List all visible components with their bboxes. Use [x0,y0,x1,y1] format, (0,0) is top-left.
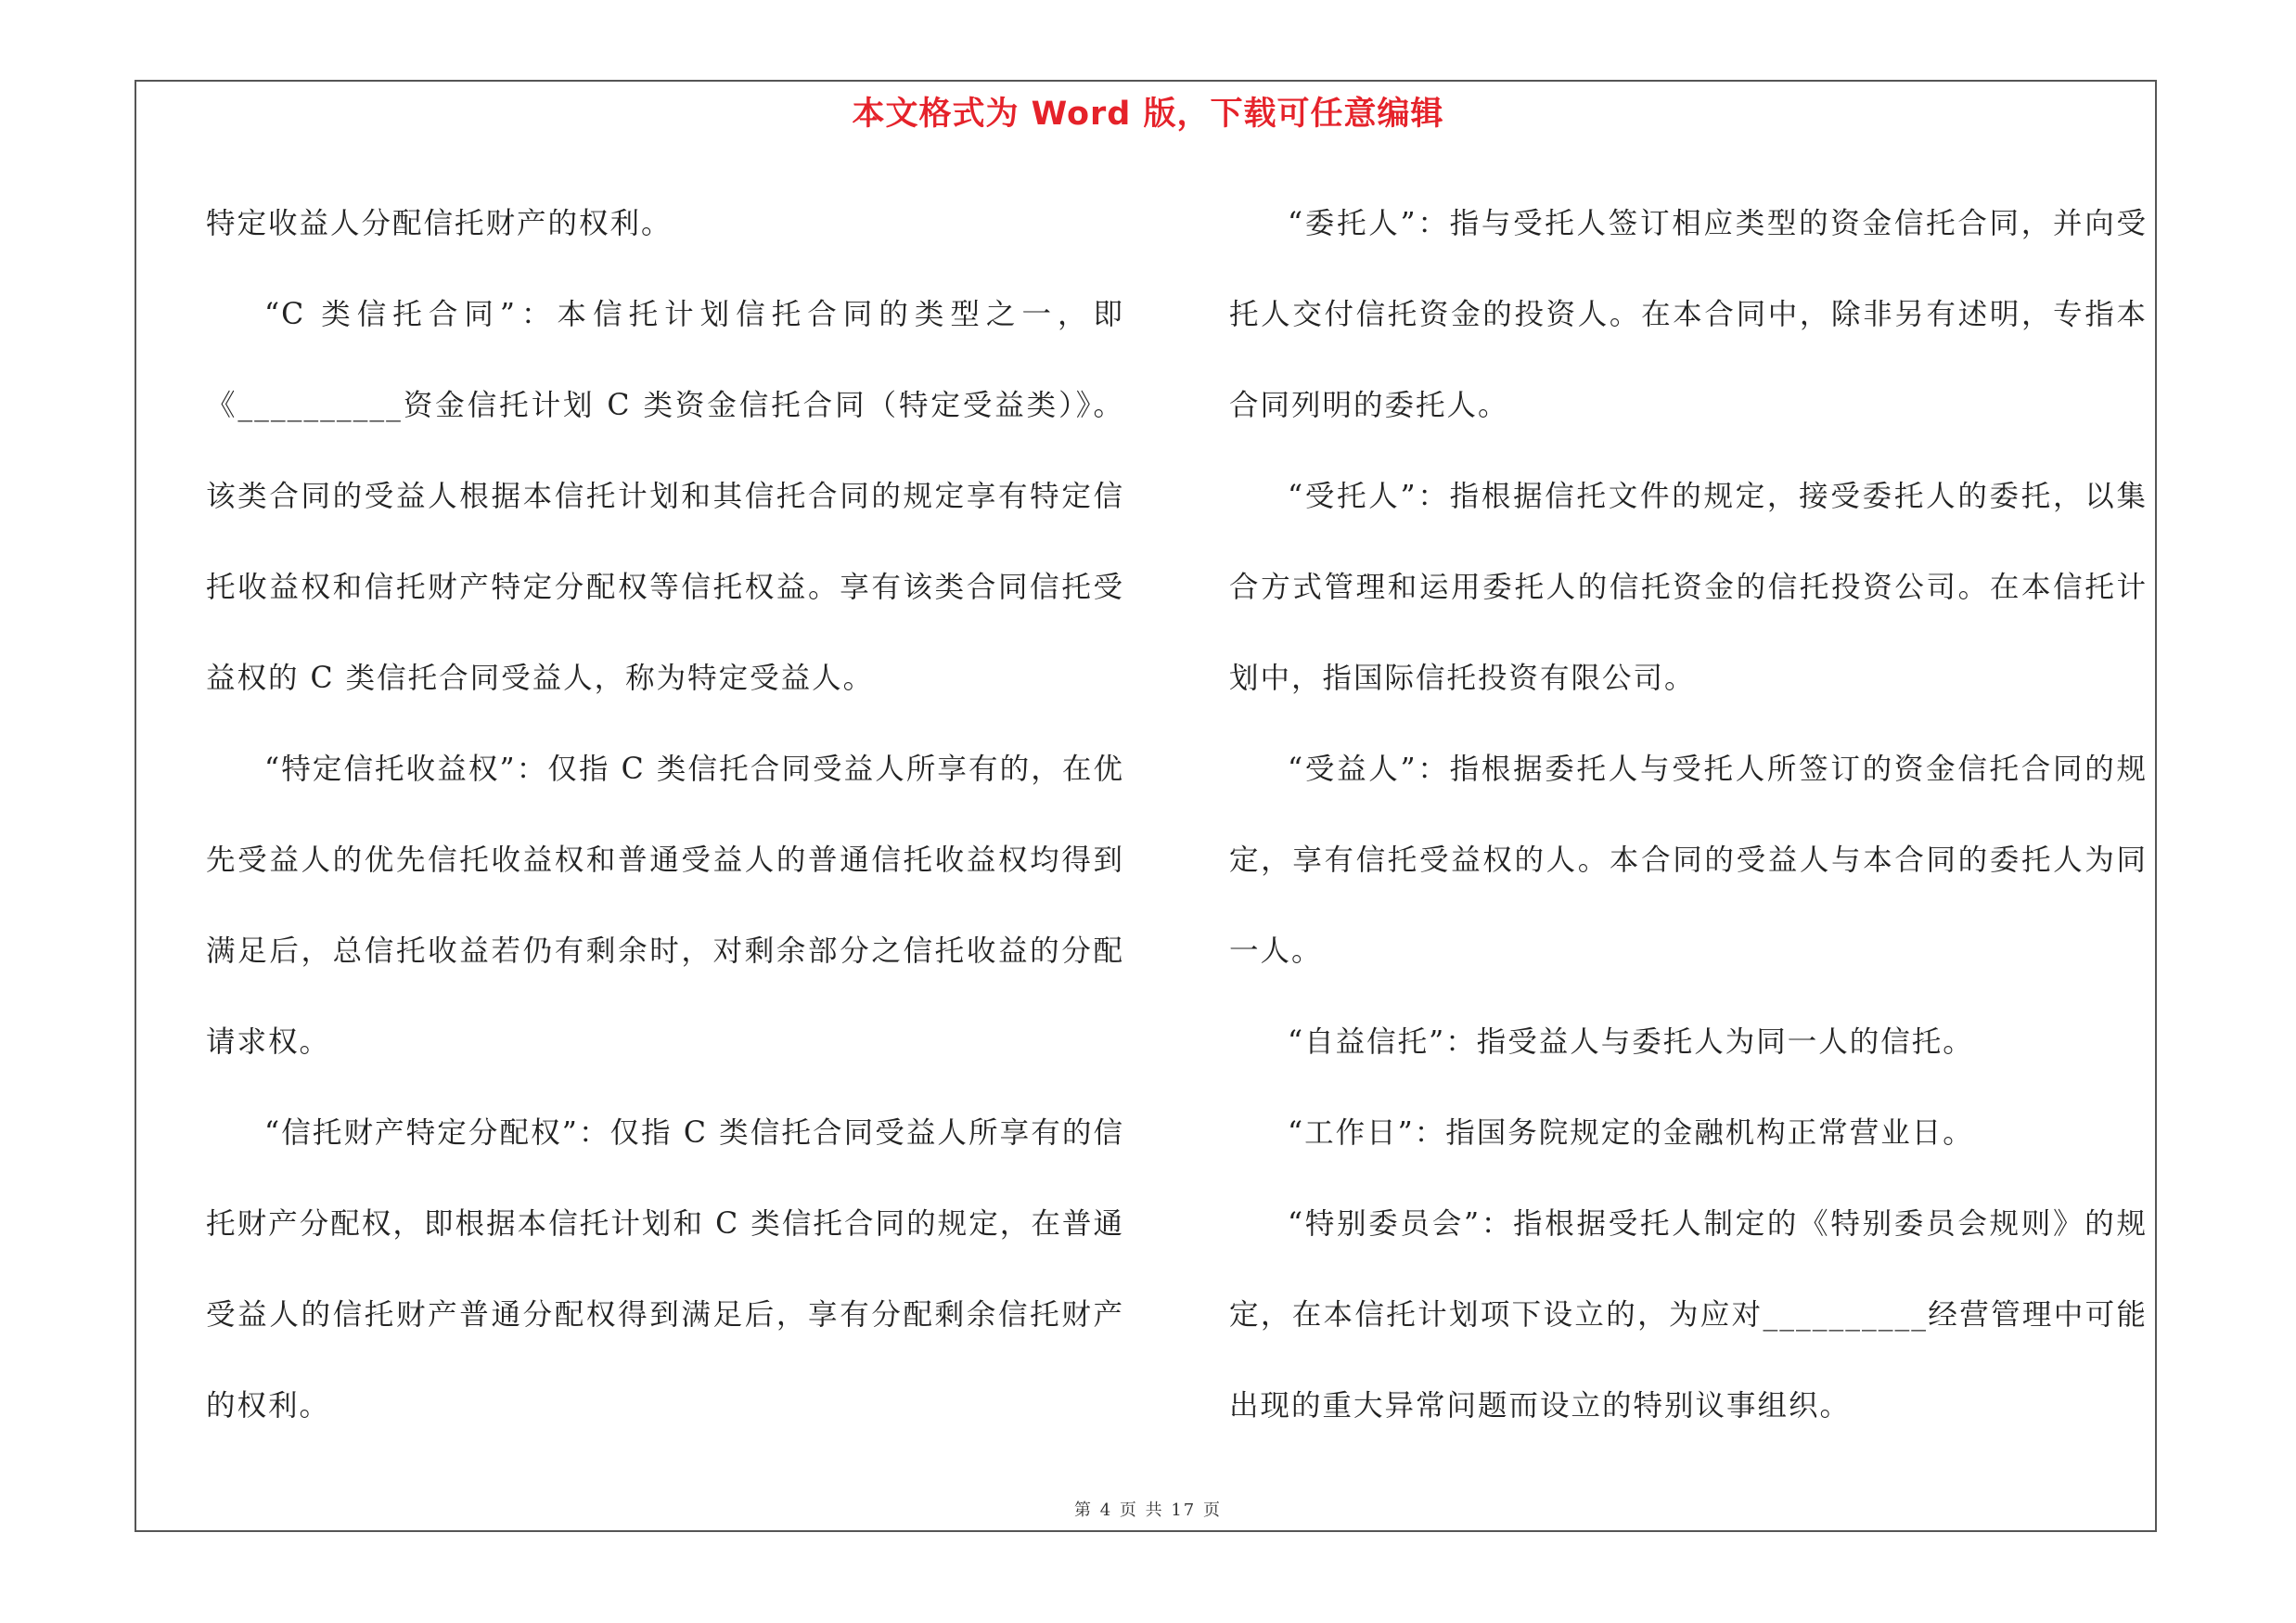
paragraph: “委托人”：指与受托人签订相应类型的资金信托合同，并向受托人交付信托资金的投资人。在本合同中，除非另有述明，专指本合同列明的委托人。 [1229,207,2148,422]
paragraph: “自益信托”：指受益人与委托人为同一人的信托。 [1288,1025,1974,1059]
page-number: 第 4 页 共 17 页 [1074,1501,1222,1520]
paragraph: “信托财产特定分配权”：仅指 C 类信托合同受益人所享有的信托财产分配权，即根据本信托计划和 C 类信托合同的规定，在普通受益人的信托财产普通分配权得到满足后，享有分配剩余信托财产的权利。 [206,1116,1124,1423]
paragraph: “C 类信托合同”：本信托计划信托合同的类型之一，即《__________资金信托计划 C 类资金信托合同（特定受益类）》。该类合同的受益人根据本信托计划和其信托合同的规定享有特定信托收益权和信托财产特定分配权等信托权益。享有该类合同信托受益权的 C 类信托合同受益人，称为特定受益人。 [206,298,1124,695]
left-column [206,178,1124,1451]
paragraph: “特别委员会”：指根据受托人制定的《特别委员会规则》的规定，在本信托计划项下设立的，为应对__________经营管理中可能出现的重大异常问题而设立的特别议事组织。 [1229,1207,2148,1423]
paragraph: “特定信托收益权”：仅指 C 类信托合同受益人所享有的，在优先受益人的优先信托收益权和普通受益人的普通信托收益权均得到满足后，总信托收益若仍有剩余时，对剩余部分之信托收益的分配请求权。 [206,753,1124,1059]
paragraph: “工作日”：指国务院规定的金融机构正常营业日。 [1288,1116,1974,1150]
paragraph: 特定收益人分配信托财产的权利。 [206,207,673,240]
right-column [1229,178,2148,1451]
paragraph: “受益人”：指根据委托人与受托人所签订的资金信托合同的规定，享有信托受益权的人。本合同的受益人与本合同的委托人为同一人。 [1229,753,2148,968]
paragraph: “受托人”：指根据信托文件的规定，接受委托人的委托，以集合方式管理和运用委托人的信托资金的信托投资公司。在本信托计划中，指国际信托投资有限公司。 [1229,480,2148,695]
header-title: 本文格式为 Word 版，下载可任意编辑 [852,96,1444,133]
